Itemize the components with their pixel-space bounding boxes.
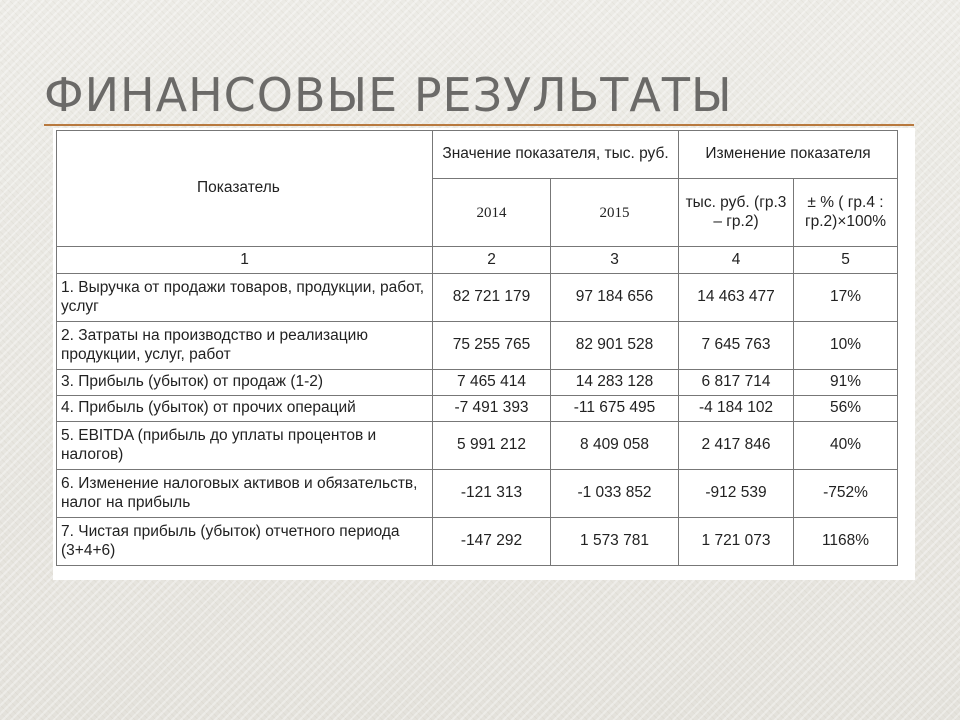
col-number: 4 <box>679 247 794 274</box>
col-number: 3 <box>551 247 679 274</box>
cell-2014: -147 292 <box>433 518 551 566</box>
cell-2015: 82 901 528 <box>551 322 679 370</box>
header-change-pct: ± % ( гр.4 : гр.2)×100% <box>794 179 898 247</box>
row-label: 3. Прибыль (убыток) от продаж (1-2) <box>57 370 433 396</box>
cell-change-pct: 91% <box>794 370 898 396</box>
col-number: 1 <box>57 247 433 274</box>
col-number: 2 <box>433 247 551 274</box>
header-indicator: Показатель <box>57 131 433 247</box>
financial-results-table <box>56 130 898 566</box>
table-row <box>57 322 898 370</box>
cell-change-pct: 40% <box>794 422 898 470</box>
cell-2015: 1 573 781 <box>551 518 679 566</box>
cell-change-abs: 14 463 477 <box>679 274 794 322</box>
row-label: 1. Выручка от продажи товаров, продукции, работ, услуг <box>57 274 433 322</box>
cell-change-pct: 1168% <box>794 518 898 566</box>
cell-2015: 14 283 128 <box>551 370 679 396</box>
row-label: 5. EBITDA (прибыль до уплаты процентов и налогов) <box>57 422 433 470</box>
cell-2015: 8 409 058 <box>551 422 679 470</box>
cell-change-abs: -4 184 102 <box>679 396 794 422</box>
table-row <box>57 422 898 470</box>
row-label: 2. Затраты на производство и реализацию продукции, услуг, работ <box>57 322 433 370</box>
cell-change-pct: 56% <box>794 396 898 422</box>
header-year-2015: 2015 <box>551 179 679 247</box>
title-underline <box>44 124 914 126</box>
cell-change-abs: 1 721 073 <box>679 518 794 566</box>
cell-2015: -1 033 852 <box>551 470 679 518</box>
cell-2014: 82 721 179 <box>433 274 551 322</box>
cell-2015: -11 675 495 <box>551 396 679 422</box>
cell-change-pct: 10% <box>794 322 898 370</box>
cell-change-pct: -752% <box>794 470 898 518</box>
table-row <box>57 370 898 396</box>
table-row <box>57 518 898 566</box>
row-label: 4. Прибыль (убыток) от прочих операций <box>57 396 433 422</box>
cell-2015: 97 184 656 <box>551 274 679 322</box>
header-value-group: Значение показателя, тыс. руб. <box>433 131 679 179</box>
cell-change-abs: 7 645 763 <box>679 322 794 370</box>
cell-change-abs: -912 539 <box>679 470 794 518</box>
cell-change-pct: 17% <box>794 274 898 322</box>
cell-2014: 5 991 212 <box>433 422 551 470</box>
cell-2014: 7 465 414 <box>433 370 551 396</box>
table-row <box>57 470 898 518</box>
table-row <box>57 274 898 322</box>
slide-title: ФИНАНСОВЫЕ РЕЗУЛЬТАТЫ <box>44 68 733 122</box>
cell-change-abs: 2 417 846 <box>679 422 794 470</box>
row-label: 7. Чистая прибыль (убыток) отчетного периода (3+4+6) <box>57 518 433 566</box>
table-row <box>57 396 898 422</box>
column-number-row <box>57 247 898 274</box>
header-change-abs: тыс. руб. (гр.3 – гр.2) <box>679 179 794 247</box>
table-panel <box>53 128 915 580</box>
cell-2014: -121 313 <box>433 470 551 518</box>
cell-2014: 75 255 765 <box>433 322 551 370</box>
cell-change-abs: 6 817 714 <box>679 370 794 396</box>
row-label: 6. Изменение налоговых активов и обязательств, налог на прибыль <box>57 470 433 518</box>
header-change-group: Изменение показателя <box>679 131 898 179</box>
col-number: 5 <box>794 247 898 274</box>
header-year-2014: 2014 <box>433 179 551 247</box>
cell-2014: -7 491 393 <box>433 396 551 422</box>
